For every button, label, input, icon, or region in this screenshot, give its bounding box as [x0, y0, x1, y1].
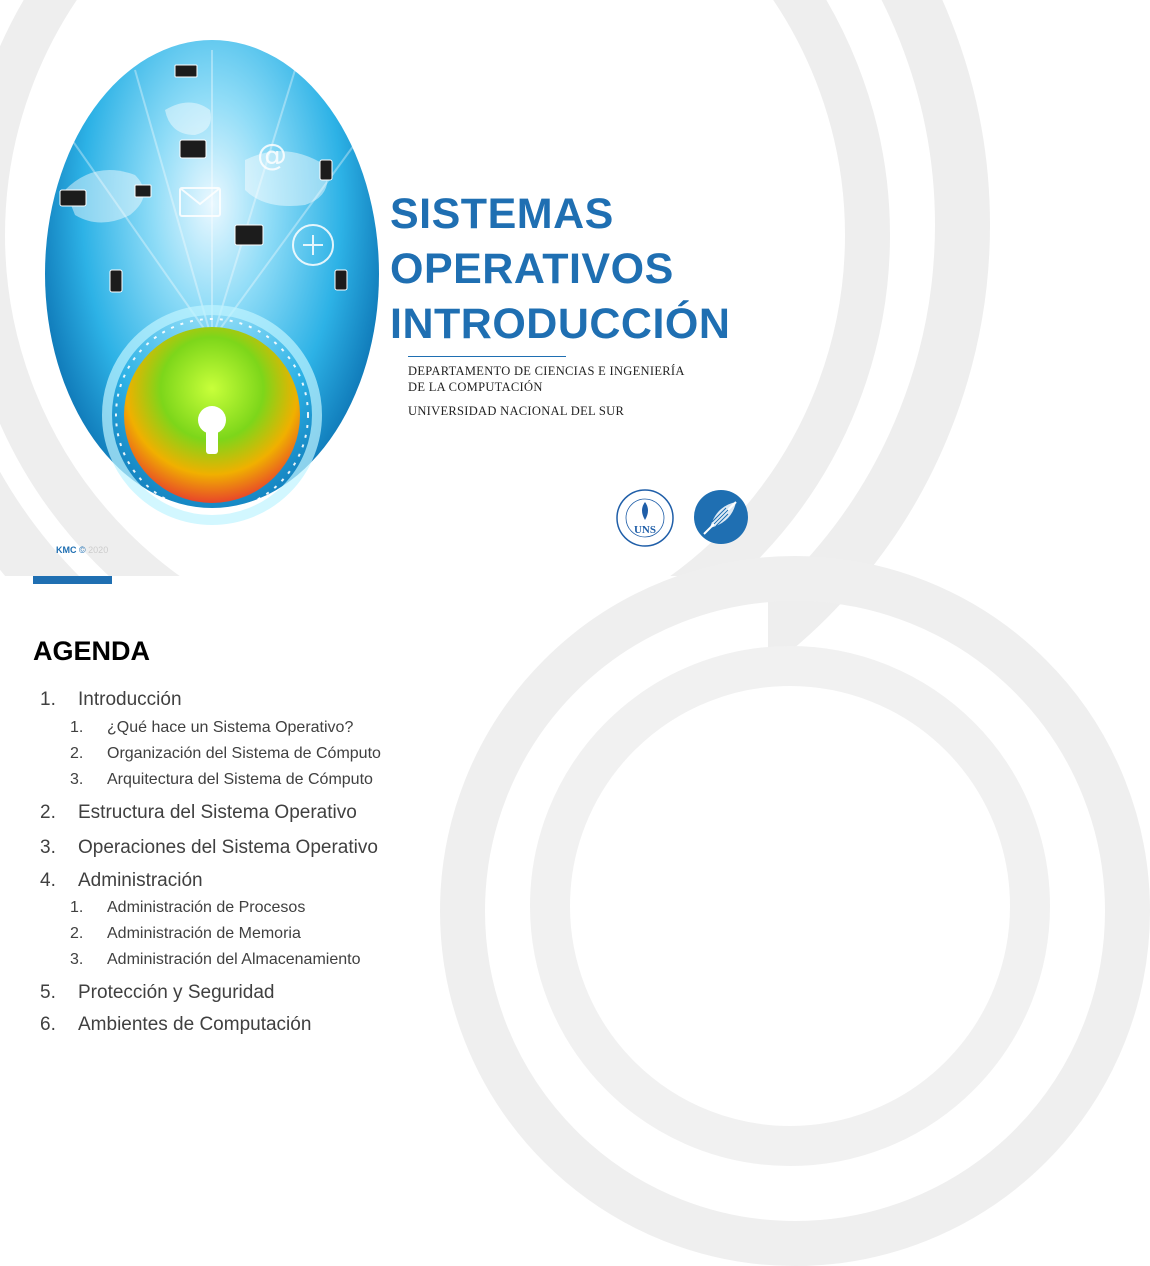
agenda-subitem: 3. Arquitectura del Sistema de Cómputo [70, 771, 373, 788]
agenda-subitem: 1. Administración de Procesos [70, 899, 306, 916]
monitor-icon [180, 140, 206, 158]
university-name: UNIVERSIDAD NACIONAL DEL SUR [408, 404, 625, 418]
cover-illustration [45, 40, 379, 508]
agenda-slide [0, 576, 768, 1035]
department-line-1: DEPARTAMENTO DE CIENCIAS E INGENIERÍA [408, 364, 685, 378]
footer-credit [56, 545, 108, 555]
agenda-item: 4. Administración [40, 870, 203, 891]
agenda-subitem: 1. ¿Qué hace un Sistema Operativo? [70, 719, 354, 736]
footer-year: 2020 [88, 545, 109, 555]
uns-logo [615, 488, 675, 548]
cover-image [45, 40, 379, 508]
monitor-icon [135, 185, 151, 197]
title-divider [408, 356, 566, 357]
at-icon: @ [257, 138, 287, 173]
monitor-icon [175, 65, 197, 77]
phone-icon [110, 270, 122, 292]
title-line-3: INTRODUCCIÓN [390, 300, 731, 348]
agenda-heading: AGENDA [33, 636, 151, 666]
copyright-icon: © [79, 545, 86, 555]
phone-icon [320, 160, 332, 180]
laptop-icon [60, 190, 86, 206]
title-line-2: OPERATIVOS [390, 245, 674, 293]
accent-bar [33, 576, 112, 584]
agenda-subitem: 2. Administración de Memoria [70, 925, 301, 942]
footer-author: KMC [56, 545, 77, 555]
agenda-item: 3. Operaciones del Sistema Operativo [40, 837, 378, 858]
title-slide [0, 0, 768, 576]
agenda-item: 6. Ambientes de Computación [40, 1014, 312, 1035]
department-line-2: DE LA COMPUTACIÓN [408, 380, 543, 394]
agenda-subitem: 3. Administración del Almacenamiento [70, 951, 361, 968]
feather-logo [692, 488, 750, 546]
monitor-icon [235, 225, 263, 245]
agenda-item: 2. Estructura del Sistema Operativo [40, 802, 357, 823]
agenda-item: 5. Protección y Seguridad [40, 982, 275, 1003]
svg-text:UNS: UNS [633, 524, 657, 536]
agenda-item: 1. Introducción [40, 689, 182, 710]
title-line-1: SISTEMAS [390, 190, 614, 238]
background-arc [530, 646, 1050, 1166]
phone-icon [335, 270, 347, 290]
agenda-subitem: 2. Organización del Sistema de Cómputo [70, 745, 381, 762]
